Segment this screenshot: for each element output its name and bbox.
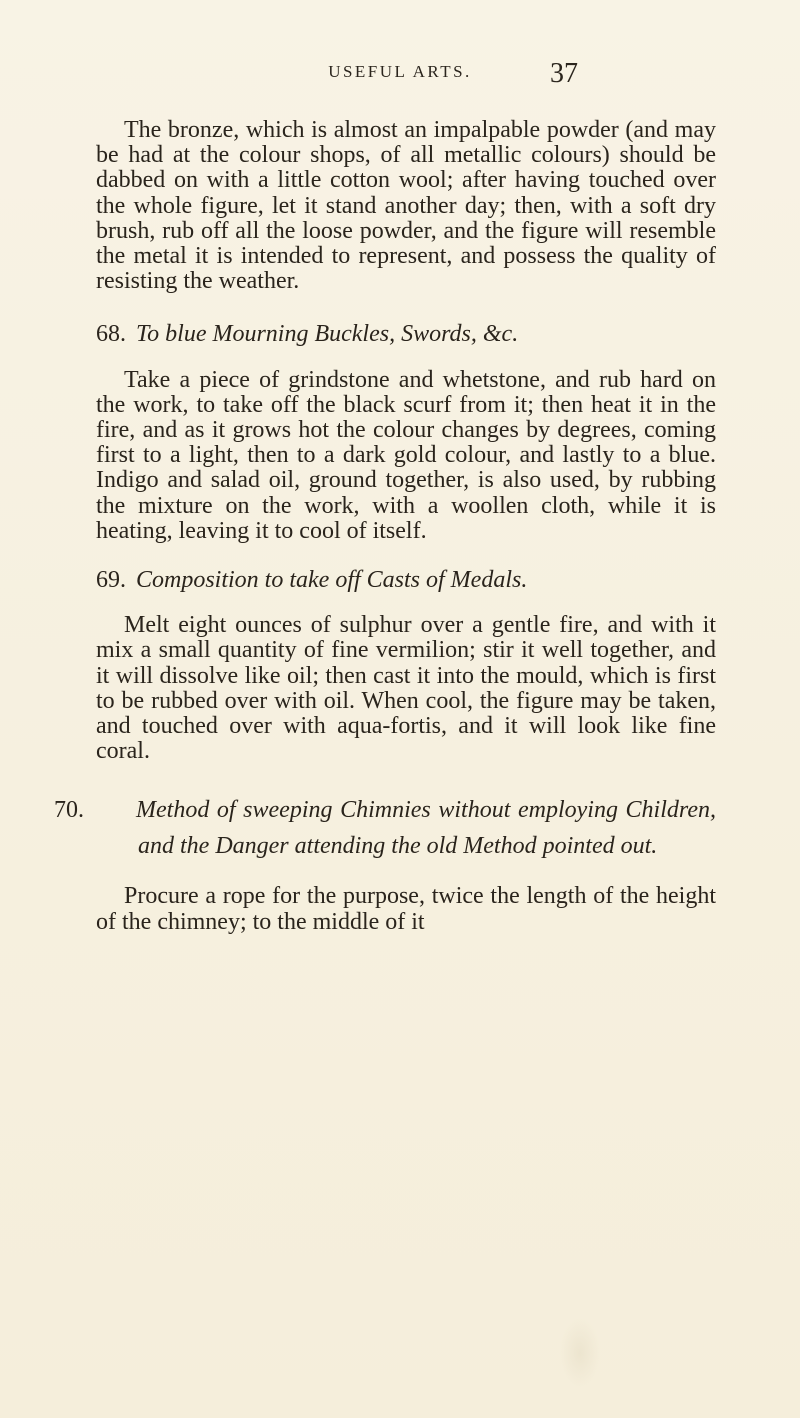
paragraph-blue-buckles: Take a piece of grindstone and whetstone, and rub hard on the work, to take off the black scurf from it; then heat it in the fire, and as it grows hot the colour changes by degrees, coming first to a light, then to a dark gold colour, and lastly to a blue. Indigo and salad oil, ground together, is also used, by rubbing the mixture on the work, with a woollen cloth, while it is heating, leaving it to cool of itself.: [96, 366, 716, 544]
page-number: 37: [550, 58, 578, 89]
section-number-70: 70.: [54, 797, 84, 824]
section-number-68: 68.: [96, 321, 126, 348]
section-heading-69: [96, 568, 716, 593]
running-head-title: USEFUL ARTS.: [328, 62, 472, 81]
paragraph-bronze: The bronze, which is almost an impalpable powder (and may be had at the colour shops, of all metallic colours) should be dabbed on with a little cotton wool; after having touched over the whole figure, let it stand another day; then, with a soft dry brush, rub off all the loose powder, and the figure will resemble the metal it is intended to represent, and possess the quality of resisting the weather.: [96, 117, 716, 295]
section-heading-68: [96, 322, 716, 347]
section-title-68: To blue Mourning Buckles, Swords, &c.: [136, 321, 519, 348]
paragraph-casts-medals: Melt eight ounces of sulphur over a gentle fire, and with it mix a small quantity of fine vermilion; stir it well together, and it will dissolve like oil; then cast it into the mould, which is first to be rubbed over with oil. When cool, the figure may be taken, and touched over with aqua-fortis, and it will look like fine coral.: [96, 612, 716, 765]
body-text: [54, 117, 716, 935]
running-head: [0, 60, 800, 94]
paper-stain: [560, 1318, 600, 1388]
section-number-69: 69.: [96, 567, 126, 594]
section-title-70: Method of sweeping Chimnies without employing Children, and the Danger attending the old Method pointed out.: [136, 797, 716, 860]
paragraph-chimney-sweeping: Procure a rope for the purpose, twice the length of the height of the chimney; to the middle of it: [96, 883, 716, 935]
section-heading-70: [54, 792, 716, 864]
section-title-69: Composition to take off Casts of Medals.: [136, 567, 528, 594]
